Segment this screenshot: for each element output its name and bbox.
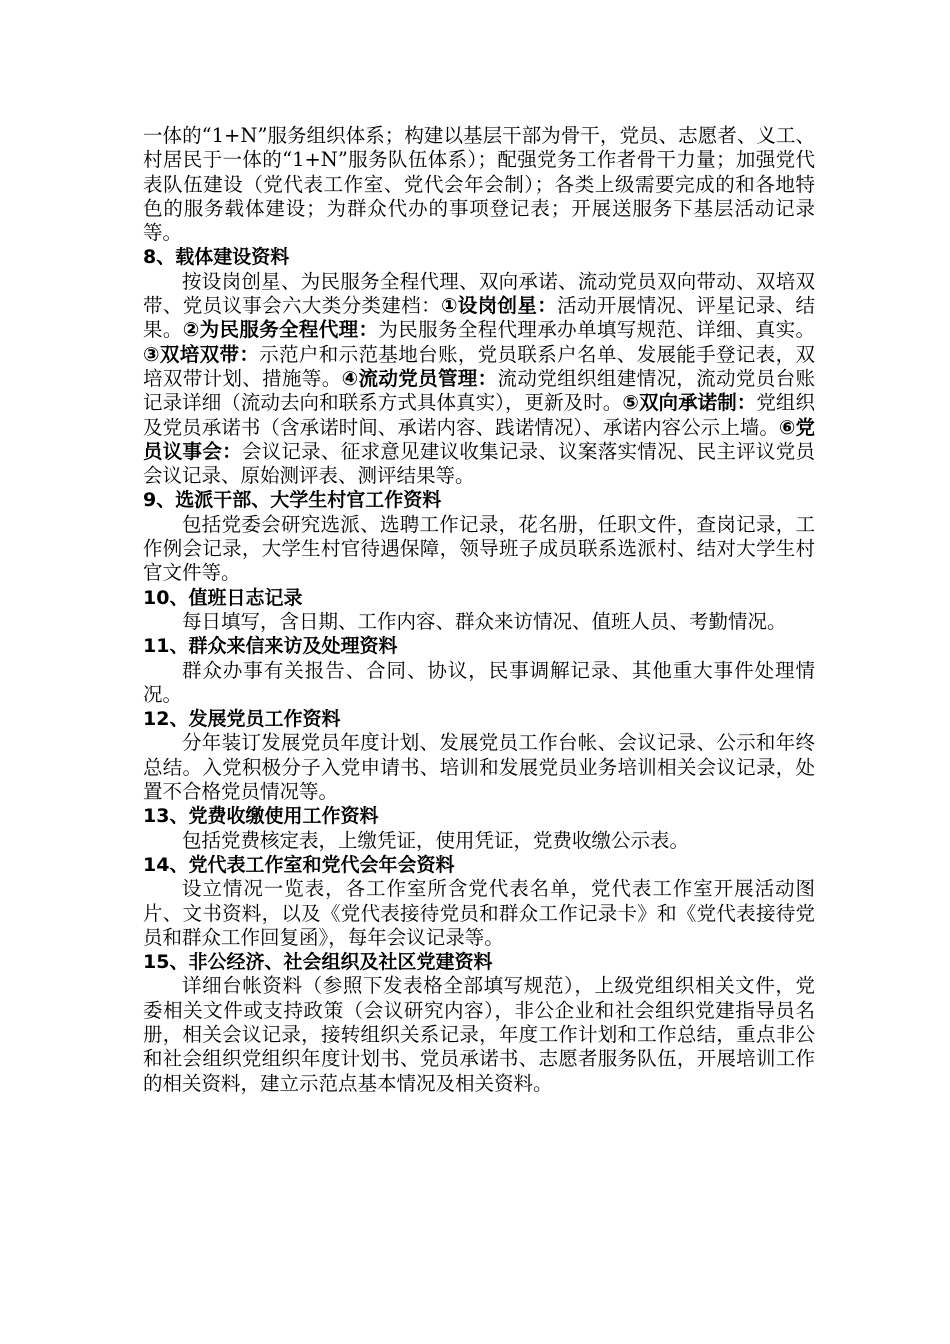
section-8-heading: 8、载体建设资料 <box>143 246 290 269</box>
section-9-body: 包括党委会研究选派、选聘工作记录，花名册，任职文件，查岗记录，工作例会记录，大学生村官待遇保障，领导班子成员联系选派村、结对大学生村官文件等。 <box>143 512 815 585</box>
item-1-text: 活动开展情况、评星记录、结果。 <box>143 294 815 342</box>
item-5-label: ⑤双向承诺制： <box>622 391 757 415</box>
section-12-body: 分年装订发展党员年度计划、发展党员工作台帐、会议记录、公示和年终总结。入党积极分子入党申请书、培训和发展党员业务培训相关会议记录，处置不合格党员情况等。 <box>143 731 815 804</box>
section-11-heading: 11、群众来信来访及处理资料 <box>143 635 398 658</box>
section-15-body: 详细台帐资料（参照下发表格全部填写规范），上级党组织相关文件，党委相关文件或支持政策（会议研究内容），非公企业和社会组织党建指导员名册，相关会议记录，接转组织关系记录，年度工作计划和工作总结，重点非公和社会组织党组织年度计划书、党员承诺书、志愿者服务队伍，开展培训工作的相关资料，建立示范点基本情况及相关资料。 <box>143 974 815 1095</box>
section-15-heading: 15、非公经济、社会组织及社区党建资料 <box>143 951 493 974</box>
section-8-intro-text: 按设岗创星、为民服务全程代理、双向承诺、流动党员双向带动、双培双带、党员议事会六大类分类建档： <box>143 269 815 318</box>
section-12-heading: 12、发展党员工作资料 <box>143 708 341 731</box>
section-8-body <box>143 270 815 489</box>
item-2-text: 为民服务全程代理承办单填写规范、详细、真实。 <box>378 318 815 342</box>
item-4-label: ④流动党员管理： <box>341 366 498 390</box>
item-3-label: ③双培双带： <box>143 342 260 366</box>
item-6-label: ⑥党员议事会： <box>143 415 815 463</box>
section-9-heading: 9、选派干部、大学生村官工作资料 <box>143 489 442 512</box>
section-14-body: 设立情况一览表，各工作室所含党代表名单，党代表工作室开展活动图片、文书资料，以及《党代表接待党员和群众工作记录卡》和《党代表接待党员和群众工作回复函》，每年会议记录等。 <box>143 877 815 949</box>
intro-paragraph: 一体的“1+N”服务组织体系；构建以基层干部为骨干，党员、志愿者、义工、村居民于一体的“1+N”服务队伍体系）；配强党务工作者骨干力量；加强党代表队伍建设（党代表工作室、党代会年会制）；各类上级需要完成的和各地特色的服务载体建设；为群众代办的事项登记表；开展送服务下基层活动记录等。 <box>143 124 815 245</box>
item-3-text: 示范户和示范基地台账，党员联系户名单、发展能手登记表，双培双带计划、措施等。 <box>143 342 815 390</box>
item-4-text: 流动党组织组建情况，流动党员台账记录详细（流动去向和联系方式具体真实），更新及时。 <box>143 366 815 415</box>
item-2-label: ②为民服务全程代理： <box>182 318 379 342</box>
section-14-heading: 14、党代表工作室和党代会年会资料 <box>143 853 455 876</box>
section-10-body: 每日填写，含日期、工作内容、群众来访情况、值班人员、考勤情况。 <box>182 609 787 633</box>
document-page <box>143 124 815 1096</box>
item-6-text: 会议记录、征求意见建议收集记录、议案落实情况、民主评议党员会议记录、原始测评表、测评结果等。 <box>143 439 815 488</box>
section-11-body: 群众办事有关报告、合同、协议，民事调解记录、其他重大事件处理情况。 <box>143 658 815 706</box>
item-5-text: 党组织及党员承诺书（含承诺时间、承诺内容、践诺情况）、承诺内容公示上墙。 <box>143 391 815 439</box>
section-10-heading: 10、值班日志记录 <box>143 586 303 609</box>
item-1-label: ①设岗创星： <box>440 294 558 318</box>
section-13-heading: 13、党费收缴使用工作资料 <box>143 805 379 828</box>
section-13-body: 包括党费核定表，上缴凭证，使用凭证，党费收缴公示表。 <box>182 828 690 852</box>
